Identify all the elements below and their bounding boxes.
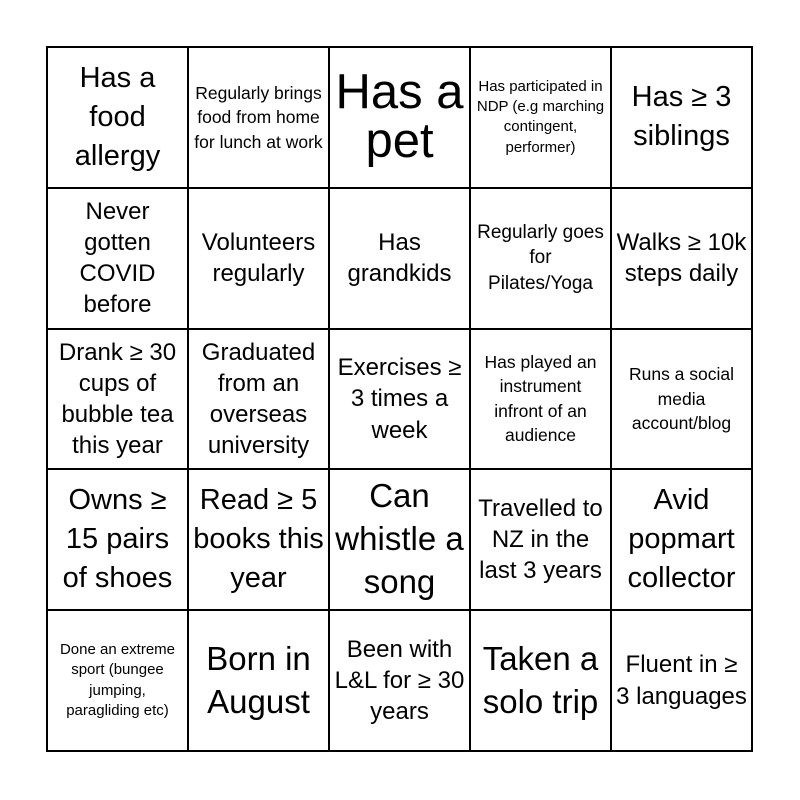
cell-text: Born in August xyxy=(206,639,311,720)
cell-text: Volunteers regularly xyxy=(201,229,316,288)
bingo-cell-r4c3[interactable] xyxy=(329,469,470,610)
cell-text: Been with L&L for ≥ 30 years xyxy=(334,635,465,726)
cell-text: Fluent in ≥ 3 languages xyxy=(616,651,747,710)
cell-text: Done an extreme sport (bungee jumping, paragliding etc) xyxy=(59,641,176,719)
bingo-cell-r4c2[interactable] xyxy=(188,469,329,610)
bingo-cell-r3c3[interactable] xyxy=(329,329,470,470)
cell-text: Owns ≥ 15 pairs of shoes xyxy=(62,484,173,595)
cell-text: Runs a social media account/blog xyxy=(628,364,735,434)
cell-text: Drank ≥ 30 cups of bubble tea this year xyxy=(58,338,177,460)
cell-text: Walks ≥ 10k steps daily xyxy=(616,229,747,288)
cell-text: Has a pet xyxy=(335,65,464,169)
bingo-cell-r3c1[interactable] xyxy=(47,329,188,470)
cell-text: Has a food allergy xyxy=(74,61,161,172)
bingo-cell-r5c1[interactable] xyxy=(47,610,188,751)
bingo-cell-r2c4[interactable] xyxy=(470,188,611,329)
bingo-cell-r4c1[interactable] xyxy=(47,469,188,610)
bingo-cell-r4c4[interactable] xyxy=(470,469,611,610)
cell-text: Can whistle a song xyxy=(335,477,464,601)
bingo-cell-r3c5[interactable] xyxy=(611,329,752,470)
cell-text: Never gotten COVID before xyxy=(79,197,156,319)
bingo-cell-r5c2[interactable] xyxy=(188,610,329,751)
bingo-cell-r2c3[interactable] xyxy=(329,188,470,329)
bingo-cell-r2c5[interactable] xyxy=(611,188,752,329)
cell-text: Regularly goes for Pilates/Yoga xyxy=(477,221,604,295)
cell-text: Has played an instrument infront of an audience xyxy=(484,351,597,446)
bingo-board xyxy=(46,46,753,752)
bingo-cell-r1c2[interactable] xyxy=(188,47,329,188)
bingo-cell-r1c3[interactable] xyxy=(329,47,470,188)
bingo-cell-r5c4[interactable] xyxy=(470,610,611,751)
bingo-cell-r1c4[interactable] xyxy=(470,47,611,188)
cell-text: Regularly brings food from home for lunch at work xyxy=(194,82,323,152)
bingo-cell-r2c1[interactable] xyxy=(47,188,188,329)
bingo-cell-r2c2[interactable] xyxy=(188,188,329,329)
bingo-cell-r4c5[interactable] xyxy=(611,469,752,610)
bingo-cell-r1c5[interactable] xyxy=(611,47,752,188)
bingo-cell-r5c5[interactable] xyxy=(611,610,752,751)
bingo-cell-r1c1[interactable] xyxy=(47,47,188,188)
cell-text: Read ≥ 5 books this year xyxy=(193,484,324,595)
bingo-cell-r3c2[interactable] xyxy=(188,329,329,470)
cell-text: Has ≥ 3 siblings xyxy=(631,81,732,153)
cell-text: Has participated in NDP (e.g marching contingent, performer) xyxy=(476,77,605,156)
cell-text: Exercises ≥ 3 times a week xyxy=(337,354,462,444)
cell-text: Has grandkids xyxy=(347,229,452,288)
cell-text: Graduated from an overseas university xyxy=(201,338,316,460)
cell-text: Avid popmart collector xyxy=(627,484,736,595)
bingo-cell-r3c4[interactable] xyxy=(470,329,611,470)
cell-text: Taken a solo trip xyxy=(482,639,599,720)
cell-text: Travelled to NZ in the last 3 years xyxy=(478,495,603,585)
bingo-cell-r5c3[interactable] xyxy=(329,610,470,751)
